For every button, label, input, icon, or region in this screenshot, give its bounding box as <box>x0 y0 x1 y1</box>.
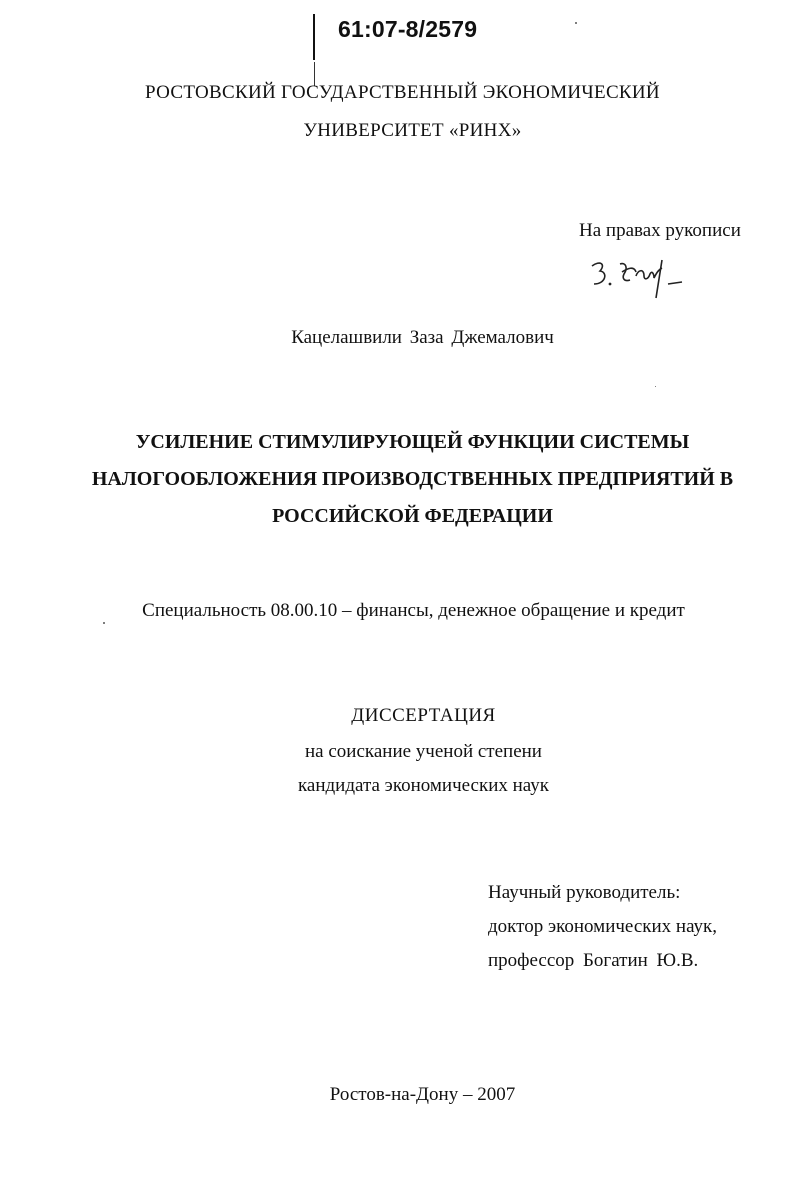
specialty-line: Специальность 08.00.10 – финансы, денежное обращение и кредит <box>142 600 685 621</box>
scan-speck <box>575 22 577 24</box>
advisor-name: профессор Богатин Ю.В. <box>488 950 699 971</box>
archive-stamp-code: 61:07-8/2579 <box>338 16 478 42</box>
city-year: Ростов-на-Дону – 2007 <box>329 1084 516 1105</box>
author-name: Кацелашвили Заза Джемалович <box>291 327 554 348</box>
handwritten-signature <box>586 254 696 311</box>
university-name-line2: УНИВЕРСИТЕТ «РИНХ» <box>303 120 522 141</box>
title-line: РОССИЙСКОЙ ФЕДЕРАЦИИ <box>272 505 553 527</box>
advisor-degree: доктор экономических наук, <box>488 916 718 937</box>
dissertation-title <box>0 424 795 535</box>
signature-icon <box>586 254 696 306</box>
degree-purpose-line: на соискание ученой степени <box>305 741 542 762</box>
dissertation-heading: ДИССЕРТАЦИЯ <box>351 705 496 726</box>
manuscript-rights-label: На правах рукописи <box>579 220 741 241</box>
title-line: НАЛОГООБЛОЖЕНИЯ ПРОИЗВОДСТВЕННЫХ ПРЕДПРИЯТИЙ В <box>91 468 734 490</box>
scientific-advisor-block <box>488 876 717 978</box>
stamp-divider <box>313 14 315 60</box>
university-name-line1: РОСТОВСКИЙ ГОСУДАРСТВЕННЫЙ ЭКОНОМИЧЕСКИЙ <box>145 82 660 103</box>
scan-speck <box>655 386 656 387</box>
advisor-label: Научный руководитель: <box>488 882 681 903</box>
title-line: УСИЛЕНИЕ СТИМУЛИРУЮЩЕЙ ФУНКЦИИ СИСТЕМЫ <box>135 431 690 453</box>
degree-name-line: кандидата экономических наук <box>297 775 550 796</box>
